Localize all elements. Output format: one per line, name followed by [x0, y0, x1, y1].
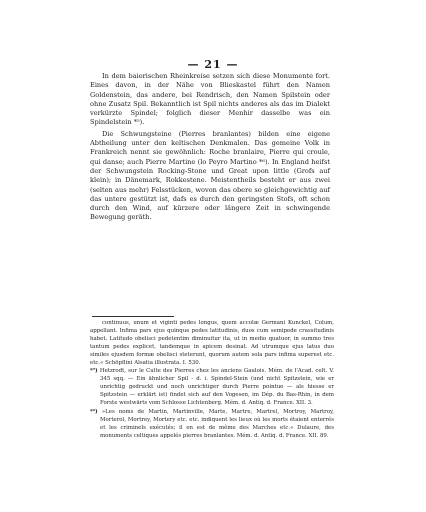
- page-number: — 21 —: [187, 58, 239, 71]
- footnotes: [90, 320, 334, 442]
- footnote-text: »Les noms de Martin, Martinville, Marte, Martre, Martrel, Mortroy, Martroy, Morterol, Mortrey, Mortery etc. etc. indiquent les lieux où les morts étaient enterrés et les criminels exécutés; il en est de même des Marches etc.« Dulaure, des monuments celtiques appelés pierres branlantes. Mém. d. Antiq. d. France. XII. 89.: [100, 408, 335, 439]
- paragraph: In dem baierischen Rheinkreise setzen sich diese Monumente fort. Eines davon, in der Nähe von Blieskastel führt den Namen Goldenstein, das andere, bei Rendrisch, den Namen Spilstein oder ohne Zusatz Spil. Bekanntlich ist Spil nichts anderes als das im Dialekt verkürzte Spindel; folglich dieser Menhir dasselbe was ein Spindelstein *⁵).: [90, 72, 330, 127]
- footnote: [90, 409, 334, 441]
- paragraph: Die Schwungsteine (Pierres branlantes) bilden eine eigene Abtheilung unter den keltischen Denkmalen. Das gemeine Volk in Frankreich nennt sie gewöhnlich: Roche branlaire, Pierre qui croule, qui danse; auch Pierre Martine (lo Peyro Martino *⁶). In England heifst der Schwungstein Rocking-Stone und Great upon little (Grofs auf klein); in Dänemark, Rokkestene. Meistentheils besteht er aus zwei (selten aus mehr) Felsstücken, wovon das obere so gleichgewichtig auf das untere gestützt ist, dafs es durch den geringsten Stofs, oft schon durch den Wind, auf kürzere oder längere Zeit in schwingende Bewegung geräth.: [90, 129, 330, 222]
- main-text: [90, 72, 330, 223]
- footnote-text: Hetzrodt, sur le Culte des Pierres chez les anciens Gaulois. Mém. de l'Acad. celt. V. 345 sqq. — Ein ähnlicher Spil - d. i. Spindel-Stein (und nicht Spitzstein, wie er unrichtig gedruckt und noch unrichtiger durch Pierre pointue — als hiesse er Spitzstein — erklärt ist) findet sich auf den Vogesen, im Dép. du Bas-Rhin, in dem Forste westwärts vom Schlosse Lichtenberg. Mém. d. Antiq. d. France. XII. 3.: [99, 368, 334, 407]
- footnote-continuation: continuus, unum et viginti pedes longus, quem accolæ Germani Kunckel, Colum, appellant. Infima pars ejus quinque pedes latitudinis, duos cum semipede crassitudinis habet. Latitudo obelisci pedetentim diminuitur ita, ut in medio quatuor, in summo tres tantum pedes explicet, tandemque in apicem desinat. Ad utrumque ejus latus duo similes ejusdem formæ obelisci steterunt, quorum autem sola pars infima superest etc. etc.« Schöpflini Alsatia illustrata. I. 530.: [90, 320, 334, 366]
- footnote: [90, 368, 334, 408]
- footnote-rule: [92, 316, 174, 317]
- footnote-mark: *⁶): [90, 408, 98, 415]
- footnote-mark: *⁵): [90, 368, 98, 375]
